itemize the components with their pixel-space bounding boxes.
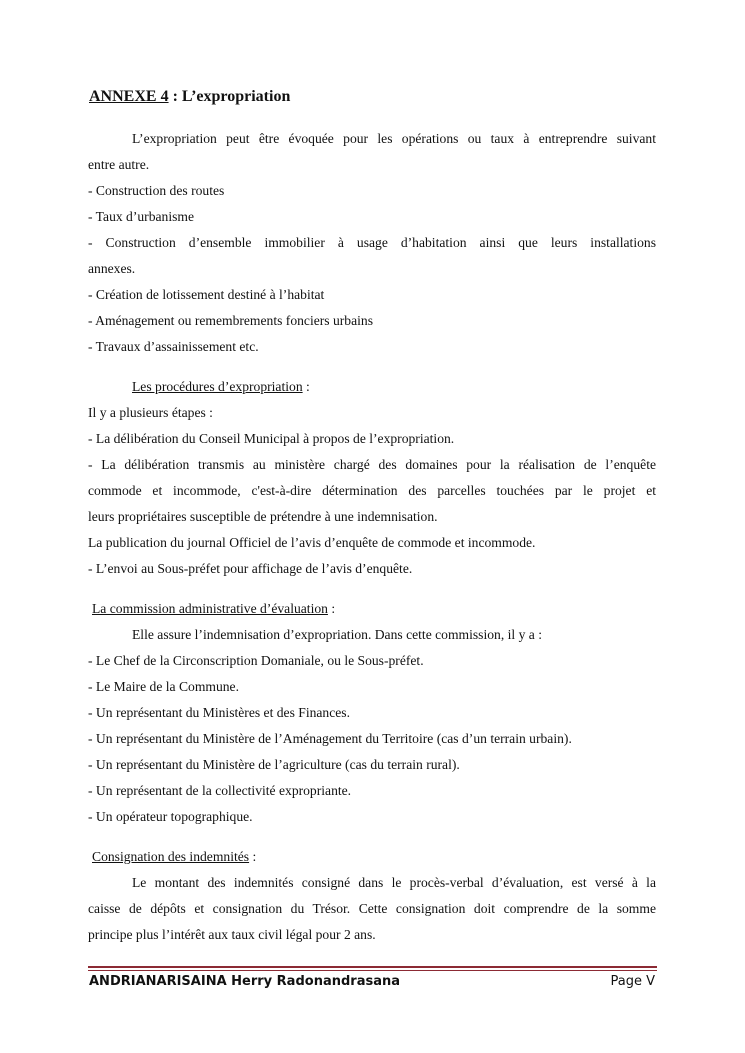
consignation-line-2: caisse de dépôts et consignation du Trésor. Cette consignation doit comprendre de la somme <box>88 901 656 916</box>
list-item: - Construction des routes <box>88 183 225 198</box>
list-item: - Construction d’ensemble immobilier à usage d’habitation ainsi que leurs installations <box>88 235 656 250</box>
procedures-title-suffix: : <box>302 379 310 394</box>
annex-title: : L’expropriation <box>168 88 291 105</box>
procedures-title: Les procédures d’expropriation <box>132 379 303 394</box>
annex-heading <box>89 88 290 106</box>
procedures-line: leurs propriétaires susceptible de prétendre à une indemnisation. <box>88 509 438 524</box>
procedures-line: - La délibération du Conseil Municipal à propos de l’expropriation. <box>88 431 455 446</box>
intro-line-2: entre autre. <box>88 157 150 172</box>
consignation-title-suffix: : <box>249 849 257 864</box>
list-item: - Création de lotissement destiné à l’habitat <box>88 287 325 302</box>
list-item: annexes. <box>88 261 136 276</box>
footer-rule-thick <box>88 966 657 968</box>
list-item: - Taux d’urbanisme <box>88 209 195 224</box>
consignation-line-1: Le montant des indemnités consigné dans le procès-verbal d’évaluation, est versé à la <box>132 875 656 890</box>
procedures-line: - La délibération transmis au ministère chargé des domaines pour la réalisation de l’enquête <box>88 457 656 472</box>
commission-member: - Le Chef de la Circonscription Domaniale, ou le Sous-préfet. <box>88 653 424 668</box>
consignation-heading <box>92 844 256 870</box>
commission-member: - Un représentant du Ministère de l’Aménagement du Territoire (cas d’un terrain urbain). <box>88 731 572 746</box>
list-item: - Travaux d’assainissement etc. <box>88 339 259 354</box>
commission-heading <box>92 596 335 622</box>
intro-line-1: L’expropriation peut être évoquée pour les opérations ou taux à entreprendre suivant <box>132 131 656 146</box>
procedures-line: commode et incommode, c'est-à-dire détermination des parcelles touchées par le projet et <box>88 483 656 498</box>
footer-author: ANDRIANARISAINA Herry Radonandrasana <box>89 974 401 989</box>
procedures-line: Il y a plusieurs étapes : <box>88 405 213 420</box>
consignation-line-3: principe plus l’intérêt aux taux civil légal pour 2 ans. <box>88 927 376 942</box>
list-item: - Aménagement ou remembrements fonciers urbains <box>88 313 373 328</box>
commission-member: - Un représentant du Ministères et des Finances. <box>88 705 350 720</box>
procedures-line: La publication du journal Officiel de l’avis d’enquête de commode et incommode. <box>88 535 536 550</box>
commission-title: La commission administrative d’évaluation <box>92 601 328 616</box>
commission-member: - Un représentant de la collectivité expropriante. <box>88 783 352 798</box>
procedures-heading <box>132 374 310 400</box>
commission-intro: Elle assure l’indemnisation d’expropriation. Dans cette commission, il y a : <box>132 627 542 642</box>
commission-member: - Un opérateur topographique. <box>88 809 253 824</box>
commission-member: - Un représentant du Ministère de l’agriculture (cas du terrain rural). <box>88 757 460 772</box>
footer-rule-thin <box>88 970 657 971</box>
annex-label: ANNEXE 4 <box>89 88 169 105</box>
consignation-title: Consignation des indemnités <box>92 849 250 864</box>
commission-title-suffix: : <box>327 601 336 616</box>
commission-member: - Le Maire de la Commune. <box>88 679 239 694</box>
procedures-line: - L’envoi au Sous-préfet pour affichage de l’avis d’enquête. <box>88 561 413 576</box>
footer-page-number: Page V <box>610 974 655 989</box>
